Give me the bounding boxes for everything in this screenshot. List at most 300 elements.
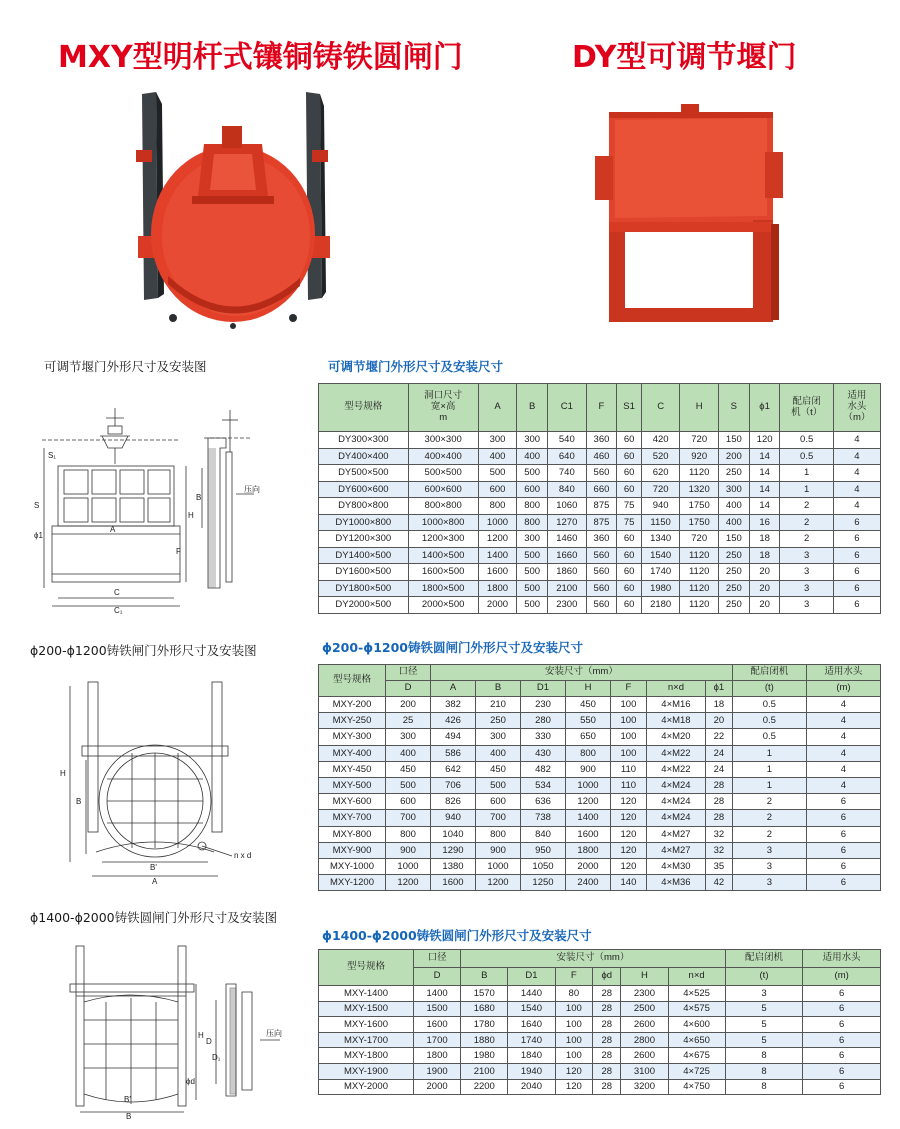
table-cell: MXY-450 — [319, 761, 386, 777]
table-cell: 28 — [593, 1063, 621, 1079]
table-header-cell: S1 — [617, 384, 642, 432]
table-cell: 560 — [586, 580, 617, 597]
table-cell: 800 — [566, 745, 611, 761]
table-cell: 250 — [718, 580, 749, 597]
table-cell: 100 — [611, 729, 647, 745]
table-cell: 20 — [749, 564, 780, 581]
table-cell: 1740 — [641, 564, 680, 581]
table-title-round-large: ϕ1400-ϕ2000铸铁圆闸门外形尺寸及安装尺寸 — [322, 928, 592, 943]
table-row — [319, 481, 881, 498]
table-cell: 1570 — [461, 986, 508, 1002]
table-cell: 1250 — [521, 875, 566, 891]
table-cell: 1200 — [566, 794, 611, 810]
table-cell: 18 — [749, 531, 780, 548]
table-cell: 1200 — [476, 875, 521, 891]
table-cell: 1120 — [680, 580, 719, 597]
table-cell: 740 — [548, 465, 587, 482]
table-cell: 18 — [749, 547, 780, 564]
table-cell: 700 — [386, 810, 431, 826]
table-cell: 2 — [732, 794, 806, 810]
table-cell: 720 — [680, 432, 719, 449]
table-cell: 2000×500 — [408, 597, 478, 614]
table-cell: 110 — [611, 761, 647, 777]
table-cell: 1500 — [414, 1001, 461, 1017]
table-cell: 20 — [705, 713, 732, 729]
table-cell: 250 — [718, 597, 749, 614]
table-cell: 4 — [806, 745, 880, 761]
table-cell: 5 — [725, 1032, 803, 1048]
table-cell: 1 — [732, 761, 806, 777]
table-cell: 1 — [780, 481, 833, 498]
table-cell: 4 — [833, 448, 880, 465]
table-cell: MXY-1200 — [319, 875, 386, 891]
table-cell: 300 — [517, 432, 548, 449]
table-cell: 42 — [705, 875, 732, 891]
table-cell: 400 — [718, 498, 749, 515]
table-cell: 500 — [517, 564, 548, 581]
table-cell: 3 — [780, 564, 833, 581]
table-header-cell: B — [461, 968, 508, 986]
table-cell: 250 — [476, 713, 521, 729]
h3-head: 适用水头 — [803, 950, 881, 968]
table-cell: 540 — [548, 432, 587, 449]
table-cell: 28 — [705, 810, 732, 826]
table-cell: 1880 — [461, 1032, 508, 1048]
table-cell: 800 — [386, 826, 431, 842]
table-cell: 2180 — [641, 597, 680, 614]
round-large-spec-table — [318, 949, 881, 1095]
table-cell: 3 — [732, 875, 806, 891]
table-cell: DY300×300 — [319, 432, 409, 449]
table-cell: 1750 — [680, 498, 719, 515]
table-cell: 400×400 — [408, 448, 478, 465]
table-cell: 840 — [521, 826, 566, 842]
table-cell: 4 — [806, 777, 880, 793]
table-cell: 60 — [617, 432, 642, 449]
table-cell: 4×525 — [668, 986, 725, 1002]
table-cell: 300×300 — [408, 432, 478, 449]
table-cell: 22 — [705, 729, 732, 745]
table-cell: 800 — [517, 498, 548, 515]
table-cell: 1320 — [680, 481, 719, 498]
table-cell: 28 — [593, 1032, 621, 1048]
table-row — [319, 448, 881, 465]
table-cell: 494 — [431, 729, 476, 745]
table-cell: 400 — [478, 448, 517, 465]
table-cell: 60 — [617, 564, 642, 581]
table-cell: 1 — [780, 465, 833, 482]
title-mxy-gate: MXY型明杆式镶铜铸铁圆闸门 — [58, 40, 463, 75]
table-cell: 20 — [749, 580, 780, 597]
table-cell: 5 — [725, 1017, 803, 1033]
table-row — [319, 1048, 881, 1064]
table-row — [319, 1032, 881, 1048]
table-cell: 300 — [517, 531, 548, 548]
h3-install: 安装尺寸（mm） — [461, 950, 726, 968]
mark-c1: C₁ — [114, 606, 123, 615]
mark-b1-3: B' — [124, 1095, 131, 1104]
table-cell: 1800×500 — [408, 580, 478, 597]
mark-b1-2: B' — [150, 863, 157, 872]
table-cell: 2000 — [566, 858, 611, 874]
mark-f: F — [176, 547, 181, 556]
table-cell: 900 — [566, 761, 611, 777]
table-cell: 2200 — [461, 1079, 508, 1095]
table-header-cell: (t) — [732, 681, 806, 697]
table-cell: 738 — [521, 810, 566, 826]
table-row — [319, 794, 881, 810]
table-title-weir: 可调节堰门外形尺寸及安装尺寸 — [328, 359, 504, 374]
table-row — [319, 498, 881, 515]
table-cell: 550 — [566, 713, 611, 729]
table-cell: 60 — [617, 465, 642, 482]
table-cell: 1780 — [461, 1017, 508, 1033]
table-cell: 0.5 — [780, 432, 833, 449]
table-cell: 1120 — [680, 564, 719, 581]
table-cell: 1840 — [508, 1048, 555, 1064]
table-cell: 1200 — [386, 875, 431, 891]
table-cell: 4×M18 — [646, 713, 705, 729]
table-cell: 1060 — [548, 498, 587, 515]
mark-h-2: H — [60, 769, 66, 778]
table-row — [319, 875, 881, 891]
table-cell: 1270 — [548, 514, 587, 531]
table-cell: 500×500 — [408, 465, 478, 482]
table-cell: 4×M20 — [646, 729, 705, 745]
table-cell: 8 — [725, 1079, 803, 1095]
table-cell: 6 — [803, 986, 881, 1002]
table-cell: MXY-300 — [319, 729, 386, 745]
table-cell: MXY-1900 — [319, 1063, 414, 1079]
table-cell: 1980 — [461, 1048, 508, 1064]
table-header-cell: ϕ1 — [705, 681, 732, 697]
table-cell: 840 — [548, 481, 587, 498]
mark-phi1: ϕ1 — [34, 531, 43, 540]
table-cell: 300 — [718, 481, 749, 498]
table-cell: 28 — [593, 1017, 621, 1033]
table-cell: 800×800 — [408, 498, 478, 515]
table-cell: 400 — [718, 514, 749, 531]
table-cell: 640 — [548, 448, 587, 465]
table-cell: 25 — [386, 713, 431, 729]
table-header-cell: S — [718, 384, 749, 432]
table-row — [319, 564, 881, 581]
table-cell: 18 — [705, 697, 732, 713]
table-cell: 6 — [806, 794, 880, 810]
table-cell: 720 — [641, 481, 680, 498]
h3-hoist: 配启闭机 — [725, 950, 803, 968]
table-cell: 120 — [611, 794, 647, 810]
table-header-cell: H — [621, 968, 668, 986]
table-cell: 1440 — [508, 986, 555, 1002]
table-cell: 60 — [617, 481, 642, 498]
table-cell: 32 — [705, 826, 732, 842]
table-cell: 4 — [806, 729, 880, 745]
table-cell: 1800 — [414, 1048, 461, 1064]
table-header-cell: D1 — [508, 968, 555, 986]
table-cell: 560 — [586, 597, 617, 614]
table-cell: 1600 — [431, 875, 476, 891]
table-cell: 100 — [611, 745, 647, 761]
table-cell: 4×750 — [668, 1079, 725, 1095]
table-cell: 620 — [641, 465, 680, 482]
table-cell: 3 — [725, 986, 803, 1002]
table-row — [319, 858, 881, 874]
table-cell: 60 — [617, 580, 642, 597]
table-cell: 300 — [478, 432, 517, 449]
table-row — [319, 465, 881, 482]
table-cell: 1290 — [431, 842, 476, 858]
weir-gate-photo — [595, 104, 790, 329]
table-cell: 4 — [806, 761, 880, 777]
table-cell: 4×725 — [668, 1063, 725, 1079]
table-cell: 3200 — [621, 1079, 668, 1095]
table-cell: 1900 — [414, 1063, 461, 1079]
table-row — [319, 842, 881, 858]
table-cell: 2400 — [566, 875, 611, 891]
table-row — [319, 713, 881, 729]
table-cell: 642 — [431, 761, 476, 777]
table-cell: 1600 — [478, 564, 517, 581]
mark-b: B — [196, 493, 202, 502]
table-cell: 3 — [780, 547, 833, 564]
table-cell: DY1400×500 — [319, 547, 409, 564]
table-cell: 460 — [586, 448, 617, 465]
table-cell: 2300 — [548, 597, 587, 614]
table-cell: 2 — [780, 498, 833, 515]
table-cell: 6 — [833, 580, 880, 597]
table-cell: 6 — [833, 547, 880, 564]
mark-phid-3: ϕd — [186, 1077, 195, 1086]
table-cell: 1400×500 — [408, 547, 478, 564]
table-cell: 560 — [586, 465, 617, 482]
table-cell: 0.5 — [732, 713, 806, 729]
drawing-label-round-large: ϕ1400-ϕ2000铸铁圆闸门外形尺寸及安装图 — [30, 910, 278, 925]
table-cell: 6 — [806, 810, 880, 826]
table-cell: 600×600 — [408, 481, 478, 498]
table-cell: MXY-1000 — [319, 858, 386, 874]
table-cell: 500 — [476, 777, 521, 793]
table-cell: 120 — [611, 858, 647, 874]
table-cell: 14 — [749, 498, 780, 515]
table-cell: 4×M24 — [646, 777, 705, 793]
table-cell: 500 — [517, 547, 548, 564]
table-cell: 24 — [705, 745, 732, 761]
table-header-cell: ϕd — [593, 968, 621, 986]
table-cell: 1540 — [508, 1001, 555, 1017]
table-header-cell: B — [517, 384, 548, 432]
title-dy-weir-gate: DY型可调节堰门 — [572, 40, 797, 75]
table-cell: 8 — [725, 1063, 803, 1079]
table-cell: 940 — [431, 810, 476, 826]
table-cell: 560 — [586, 564, 617, 581]
table-cell: 100 — [611, 697, 647, 713]
table-cell: 4×M22 — [646, 761, 705, 777]
table-cell: 800 — [478, 498, 517, 515]
table-cell: 110 — [611, 777, 647, 793]
table-cell: 2 — [780, 514, 833, 531]
table-cell: 100 — [555, 1048, 593, 1064]
table-cell: MXY-200 — [319, 697, 386, 713]
table-cell: 120 — [611, 826, 647, 842]
mark-s: S — [34, 501, 40, 510]
table-cell: 1940 — [508, 1063, 555, 1079]
table-cell: 3 — [732, 858, 806, 874]
table-cell: 1400 — [566, 810, 611, 826]
table-header-cell: D — [414, 968, 461, 986]
table-cell: 6 — [806, 826, 880, 842]
table-cell: MXY-700 — [319, 810, 386, 826]
table-cell: 6 — [833, 597, 880, 614]
table-cell: 2 — [732, 810, 806, 826]
table-cell: 120 — [555, 1079, 593, 1095]
table-header-cell: A — [431, 681, 476, 697]
table-cell: 2600 — [621, 1017, 668, 1033]
table-cell: 250 — [718, 564, 749, 581]
table-cell: 8 — [725, 1048, 803, 1064]
round-gate-photo — [128, 86, 348, 331]
table-header-cell: D1 — [521, 681, 566, 697]
table-cell: DY2000×500 — [319, 597, 409, 614]
table-cell: 426 — [431, 713, 476, 729]
table-cell: 60 — [617, 597, 642, 614]
table-header-cell: H — [566, 681, 611, 697]
table-cell: 4×M16 — [646, 697, 705, 713]
table-cell: MXY-1800 — [319, 1048, 414, 1064]
table-cell: 300 — [386, 729, 431, 745]
h3-model: 型号规格 — [319, 950, 414, 986]
table-cell: 360 — [586, 432, 617, 449]
table-cell: 420 — [641, 432, 680, 449]
table-cell: 500 — [386, 777, 431, 793]
table-row — [319, 531, 881, 548]
table-cell: 800 — [517, 514, 548, 531]
table-cell: 35 — [705, 858, 732, 874]
table-cell: 1000 — [478, 514, 517, 531]
table-header-cell: 洞口尺寸 宽×高 m — [408, 384, 478, 432]
table-cell: 900 — [476, 842, 521, 858]
table-row — [319, 1063, 881, 1079]
table-cell: 6 — [806, 858, 880, 874]
table-cell: 120 — [749, 432, 780, 449]
table-cell: 100 — [611, 713, 647, 729]
table-cell: MXY-800 — [319, 826, 386, 842]
table-header-cell: 配启闭 机（t） — [780, 384, 833, 432]
table-cell: 720 — [680, 531, 719, 548]
table-cell: 1540 — [641, 547, 680, 564]
table-cell: 1640 — [508, 1017, 555, 1033]
table-cell: 600 — [478, 481, 517, 498]
table-cell: 600 — [476, 794, 521, 810]
table-cell: 700 — [476, 810, 521, 826]
table-cell: DY600×600 — [319, 481, 409, 498]
table-cell: 1340 — [641, 531, 680, 548]
table-cell: 650 — [566, 729, 611, 745]
table-cell: 300 — [476, 729, 521, 745]
table-cell: MXY-500 — [319, 777, 386, 793]
table-cell: DY400×400 — [319, 448, 409, 465]
table-cell: 200 — [718, 448, 749, 465]
table-cell: MXY-2000 — [319, 1079, 414, 1095]
table-cell: 400 — [476, 745, 521, 761]
table-cell: 1200 — [478, 531, 517, 548]
table-cell: 2500 — [621, 1001, 668, 1017]
table-cell: 6 — [803, 1063, 881, 1079]
table-cell: 3100 — [621, 1063, 668, 1079]
table-cell: 360 — [586, 531, 617, 548]
table-cell: 1400 — [414, 986, 461, 1002]
mark-b-2: B — [76, 797, 82, 806]
table-cell: 4×575 — [668, 1001, 725, 1017]
table-cell: 450 — [386, 761, 431, 777]
table-cell: 3 — [780, 597, 833, 614]
table-cell: 230 — [521, 697, 566, 713]
table-row — [319, 514, 881, 531]
weir-spec-table — [318, 383, 881, 614]
table-cell: 1600 — [566, 826, 611, 842]
table-cell: 500 — [478, 465, 517, 482]
table-cell: 120 — [611, 842, 647, 858]
table-cell: DY1000×800 — [319, 514, 409, 531]
round-small-spec-table — [318, 664, 881, 891]
table-cell: 660 — [586, 481, 617, 498]
table-cell: 400 — [386, 745, 431, 761]
table-cell: 14 — [749, 465, 780, 482]
mark-flow: 压向 — [244, 485, 260, 494]
table-cell: 1040 — [431, 826, 476, 842]
table-cell: 4 — [806, 697, 880, 713]
mark-h-3: H — [198, 1031, 204, 1040]
table-cell: 450 — [566, 697, 611, 713]
table-cell: 250 — [718, 547, 749, 564]
mark-a-2: A — [152, 877, 158, 886]
table-cell: 16 — [749, 514, 780, 531]
table-cell: 6 — [803, 1017, 881, 1033]
mark-h: H — [188, 511, 194, 520]
table-cell: 280 — [521, 713, 566, 729]
table-cell: 6 — [833, 514, 880, 531]
table-header-cell: C1 — [548, 384, 587, 432]
table-cell: 1000 — [386, 858, 431, 874]
table-cell: 6 — [806, 875, 880, 891]
table-cell: 1660 — [548, 547, 587, 564]
table-header-cell: (t) — [725, 968, 803, 986]
table-cell: 100 — [555, 1032, 593, 1048]
table-cell: 250 — [718, 465, 749, 482]
table-cell: 400 — [517, 448, 548, 465]
table-cell: 2 — [780, 531, 833, 548]
table-header-cell: F — [586, 384, 617, 432]
drawing-label-round-small: ϕ200-ϕ1200铸铁闸门外形尺寸及安装图 — [30, 643, 257, 658]
table-row — [319, 1001, 881, 1017]
table-cell: 1460 — [548, 531, 587, 548]
table-cell: 24 — [705, 761, 732, 777]
table-row — [319, 1017, 881, 1033]
table-cell: 1400 — [478, 547, 517, 564]
table-header-cell: (m) — [803, 968, 881, 986]
table-header-cell: D — [386, 681, 431, 697]
table-cell: 382 — [431, 697, 476, 713]
table-cell: 520 — [641, 448, 680, 465]
table-cell: DY500×500 — [319, 465, 409, 482]
table-row — [319, 986, 881, 1002]
mark-c: C — [114, 588, 120, 597]
table-cell: MXY-1700 — [319, 1032, 414, 1048]
table-cell: 1 — [732, 777, 806, 793]
table-cell: MXY-1600 — [319, 1017, 414, 1033]
table-cell: 210 — [476, 697, 521, 713]
table-cell: 1000 — [566, 777, 611, 793]
